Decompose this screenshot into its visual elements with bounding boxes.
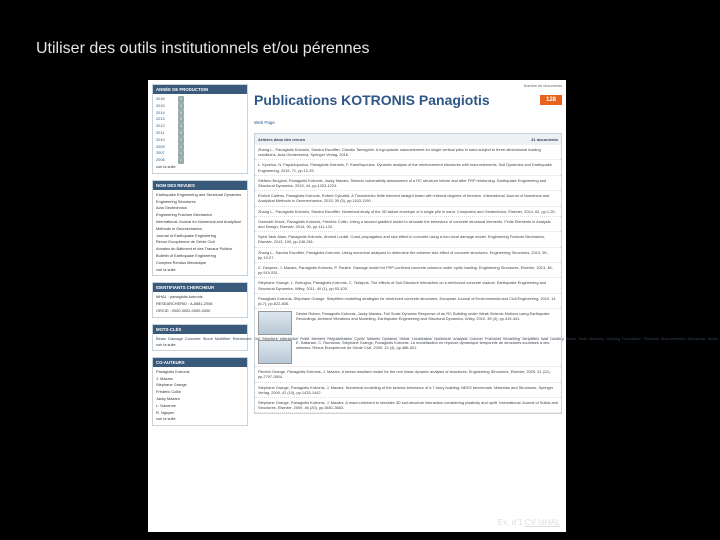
year-count-badge: 4 [180,103,182,108]
ids-facet-title: IDENTIFIANTS CHERCHEUR [153,283,247,292]
publication-item[interactable]: Stéphane Grange, Panagiotis Kotronis, J. Mazars. A macro-element to simulate 3D soil-structure interaction considering plasticity and uplift. International Journal of Solids and Structures, Elsevier, 2009, 46 (20), pp.3651-3663. [255,398,561,413]
keyword[interactable]: Micropolar [687,335,706,341]
publication-items [255,145,561,309]
publication-item[interactable]: Pierrick Grange, Panagiotis Kotronis, J. Mazars. A stress resultant model for the non linear dynamic analysis of structures. Engineering Structures, Elsevier, 2009, 31 (12), pp.2797-2804. [255,367,561,382]
years-facet-title: ANNÉE DE PRODUCTION [153,85,247,94]
journal-facet-item[interactable]: Engineering Fracture Mechanics [156,212,213,218]
publication-thumbnail[interactable] [258,340,292,364]
keyword[interactable]: Finite [299,335,310,341]
title-row [254,84,562,108]
keywords-more-link[interactable]: voir la suite [156,341,176,347]
document-count-label: Nombre de documents [523,84,562,88]
keyword[interactable]: Beam [156,335,167,341]
main-content [254,84,562,414]
year-label[interactable]: 2012 [156,123,165,129]
year-facet-item[interactable] [156,96,244,103]
keyword[interactable]: Plasticity [643,335,659,341]
year-count-badge: 1 [180,151,182,156]
keyword[interactable]: Nonlinear [434,335,451,341]
keyword[interactable]: Modelling [503,335,520,341]
coauthor-item[interactable]: L. Davenne [156,402,176,408]
keyword[interactable]: Interaction [279,335,298,341]
researcher-id[interactable]: ORCID : 0000-0002-0000-0000 [156,307,211,313]
hal-cv-screenshot [148,80,719,532]
keyword[interactable]: element [311,335,326,341]
year-facet-item[interactable] [156,157,244,164]
coauthor-item[interactable]: R. Nguyen [156,409,175,415]
publication-list [254,133,562,414]
years-more-link[interactable]: voir la suite [156,163,176,169]
journal-facet-item[interactable]: Bulletin of Earthquake Engineering [156,252,216,258]
cv-idhal-link[interactable]: CV IdHAL [524,518,561,527]
year-facet-item[interactable] [156,103,244,110]
keyword[interactable]: Analysis [452,335,468,341]
keyword[interactable]: Shear [399,335,410,341]
keyword[interactable]: Localization [411,335,433,341]
keyword[interactable]: Foundation [622,335,642,341]
publication-item[interactable]: Stéphane Grange, Panagiotis Kotronis, J. Mazars. Numerical modelling of the seismic behaviour of a 7-story building: NEES benchmark. Materials and Structures, Springer Verlag, 2009, 42 (10), pp.1433-1442. [255,383,561,398]
document-count-badge[interactable]: 128 [540,95,562,105]
publication-list-title: Articles dans des revues [258,137,306,142]
coauthors-facet [152,357,248,426]
coauthors-facet-title: CO-AUTEURS [153,358,247,367]
keyword[interactable]: Pushover [484,335,502,341]
keyword[interactable]: Multifiber [214,335,231,341]
journals-facet-title: NOM DES REVUES [153,181,247,190]
journal-facet-item[interactable]: Engineering Structures [156,198,196,204]
publication-thumbnail[interactable] [258,311,292,335]
year-facet-item[interactable] [156,116,244,123]
coauthor-item[interactable]: Stéphane Grange [156,382,187,388]
journal-facet-item[interactable]: Revue Européenne de Génie Civil [156,239,215,245]
slide-title: Utiliser des outils institutionnels et/ou pérennes [36,40,370,57]
year-count-badge: 4 [180,124,182,129]
keyword[interactable]: Seismic [366,335,381,341]
publication-item[interactable]: Ehrlich Callens, Panagiotis Kotronis, Robert Cybulski. A Timoshenko finite element straight beam with internal degrees of freedom. International Journal of Numerical and Analytical Methods in Geomechanics, 2015, 39 (5), pp.1163-1190. [255,191,561,206]
year-count-badge: 1 [180,144,182,149]
year-label[interactable]: 2009 [156,143,165,149]
keyword[interactable]: Dynamic [382,335,398,341]
year-count-badge: 1 [180,158,182,163]
year-label[interactable]: 2006 [156,157,165,163]
publication-item[interactable]: Gwenaël Jirsek, Panagiotis Kotronis, Frédéric Collin. Using a second gradient model to simulate the behaviour of concrete structural elements. Finite Elements in Analysis and Design, Elsevier, 2014, 90, pp.111-120. [255,217,561,232]
ids-list [153,292,247,316]
keyword[interactable]: Model [707,335,719,341]
coauthors-more-link[interactable]: voir la suite [156,416,176,422]
publication-item-with-thumbnail[interactable] [255,309,561,338]
year-count-badge: 2 [180,97,182,101]
coauthor-item[interactable]: J. Mazars [156,375,173,381]
journal-facet-item[interactable]: Acta Geotechnica [156,205,187,211]
year-count-badge: 6 [180,110,182,115]
credit-prefix: Ex. d’1 [498,518,523,527]
year-label[interactable]: 2014 [156,109,165,115]
year-count-badge: 2 [180,137,182,142]
keyword[interactable]: Structure [261,335,278,341]
keyword[interactable]: Damage [168,335,183,341]
coauthor-item[interactable]: Frédéric Collin [156,389,182,395]
keyword[interactable]: Reinforced [232,335,252,341]
publication-item[interactable]: Zhang L., Panagiotis Kotronis, Sandra Escoffier, Claudio Tamagnini. A hypoplastic macroelement for single vertical piles in sand subject to three-dimensional loading conditions. Acta Geotechnica, Springer Verlag, 2016. [255,145,561,160]
publication-item[interactable]: Syed Yasir Alam, Panagiotis Kotronis, Ahmed Loukili. Crack propagation and size effect in concrete using a non-local damage model. Engineering Fracture Mechanics, Elsevier, 2013, 109, pp.246-261. [255,232,561,247]
publication-list-count: 41 documents [531,137,558,142]
keyword[interactable]: Masonry [589,335,605,341]
keyword[interactable]: Ductility [550,335,564,341]
coauthors-list [153,367,247,425]
keyword[interactable]: Strain [565,335,577,341]
journal-facet-item[interactable]: Earthquake Engineering and Structural Dynamics [156,191,242,197]
year-label[interactable]: 2007 [156,150,165,156]
year-facet-item[interactable] [156,150,244,157]
credit [498,518,560,527]
years-facet [152,84,248,174]
keyword[interactable]: Wall [540,335,549,341]
year-label[interactable]: 2013 [156,116,165,122]
journal-facet-item[interactable]: Comptes Rendus Mécanique [156,259,207,265]
journal-facet-item[interactable]: Journal of Earthquake Engineering [156,232,216,238]
publication-text[interactable]: E. Saliaram, C. Romanos, Stéphane Grange, Panagiotis Kotronis. La modélisation en réponse dynamique temporelle de structures soumises à des séismes. Revue Européenne de Génie Civil, 2009, 13 (4), pp.486-501. [296,340,550,351]
publication-item[interactable]: Zhang L., Sandra Escoffier, Panagiotis Kotronis. Using numerical analyses to determine the extreme size effect of concrete structures. Engineering Structures, 2013, 55, pp.19-27. [255,248,561,263]
journal-facet-item[interactable]: Annales du Bâtiment et des Travaux Publics [156,246,233,252]
publication-item[interactable]: Stéphane Grange, L. Botrugno, Panagiotis Kotronis, C. Tsitsipris. The effects of Soil-Structure Interaction on a reinforced concrete viaduct. Earthquake Engineering and Structural Dynamics, Wiley, 2011, 40 (1), pp.93-105. [255,278,561,293]
year-facet-item[interactable] [156,130,244,137]
publication-item[interactable]: C. Desprez, J. Mazars, Panagiotis Kotronis, P. Paultre. Damage model for FRP-confined concrete columns under cyclic loading. Engineering Structures, Elsevier, 2013, 48, pp.519-531. [255,263,561,278]
years-list [153,94,247,173]
publication-item[interactable]: Zhang L., Panagiotis Kotronis, Sandra Escoffier. Numerical study of the 3D failure envelope of a single pile in sand. Computers and Geotechnics, Elsevier, 2014, 62, pp.1-20. [255,207,561,217]
researcher-id[interactable]: RESEARCHERID : A-6581-2008 [156,301,213,307]
coauthor-item[interactable]: Panagiotis Kotronis [156,368,190,374]
document-count [524,84,562,106]
keyword[interactable]: Cyclic [354,335,365,341]
keyword[interactable]: Concrete [184,335,201,341]
publication-text[interactable]: Désiré Ruben, Panagiotis Kotronis, Jacky Mazars. Full Scale Dynamic Response of an RC Building under Weak Seismic Motions using Earthquake Recordings, Ambient Vibrations and Modelling. Earthquake Engineering and Structural Dynamics, Wiley, 2010, 39 (4), pp.419-441. [296,311,550,322]
journals-more-link[interactable]: voir la suite [156,266,176,272]
researcher-id[interactable]: IdHAL : panagiotis-kotronis [156,294,203,300]
publication-list-header [255,134,561,145]
publication-item[interactable]: Panagiotis Kotronis, Stéphane Grange. Simplified modelling strategies for reinforced concrete structures. European Journal of Environmental and Civil Engineering, 2010, 14 (6-7), pp.822-836. [255,294,561,309]
keyword[interactable]: Simplified [521,335,539,341]
year-facet-item[interactable] [156,144,244,151]
coauthor-item[interactable]: Jacky Mazars [156,395,180,401]
page-title: Publications KOTRONIS Panagiotis [254,92,490,108]
publication-tail-items [255,367,561,413]
year-label[interactable]: 2015 [156,102,165,108]
ids-facet [152,282,248,317]
journals-facet [152,180,248,277]
publication-item[interactable]: L. Kyvelou, N. Papadopoulos, Panagiotis Kotronis, F. Kanellopoulos. Dynamic analysis of the reinforcement structures with macroelements. Soil Dynamics and Earthquake Engineering, 2015, 71, pp.12-25. [255,160,561,175]
year-facet-item[interactable] [156,110,244,117]
year-label[interactable]: 2010 [156,136,165,142]
year-facet-item[interactable] [156,123,244,130]
publication-item[interactable]: Stefano Brugioni, Panagiotis Kotronis, Jacky Mazars. Seismic vulnerability assessment of a RC structure before and after FRP reinforcing. Earthquake Engineering and Structural Dynamics, 2015, 44, pp.1203-1224. [255,176,561,191]
publication-thumb-items [255,309,561,367]
journals-list [153,190,247,276]
web-page-link[interactable]: Web Page [254,120,275,125]
keyword[interactable]: Rocking [606,335,621,341]
year-count-badge: 5 [180,130,182,135]
keyword[interactable]: Column [469,335,483,341]
year-facet-item[interactable] [156,137,244,144]
year-label[interactable]: 2016 [156,96,165,101]
keyword[interactable]: Tests [578,335,588,341]
keyword[interactable]: Soil [253,335,260,341]
keywords-facet-title: MOTS-CLÉS [153,325,247,334]
keyword[interactable]: Macroelement [660,335,686,341]
keyword[interactable]: Regularization [327,335,353,341]
journal-facet-item[interactable]: International Journal for Numerical and Analytical Methods in Geomechanics [156,218,241,231]
year-count-badge: 3 [180,117,182,122]
keyword[interactable]: Stone [202,335,213,341]
year-label[interactable]: 2011 [156,129,165,135]
